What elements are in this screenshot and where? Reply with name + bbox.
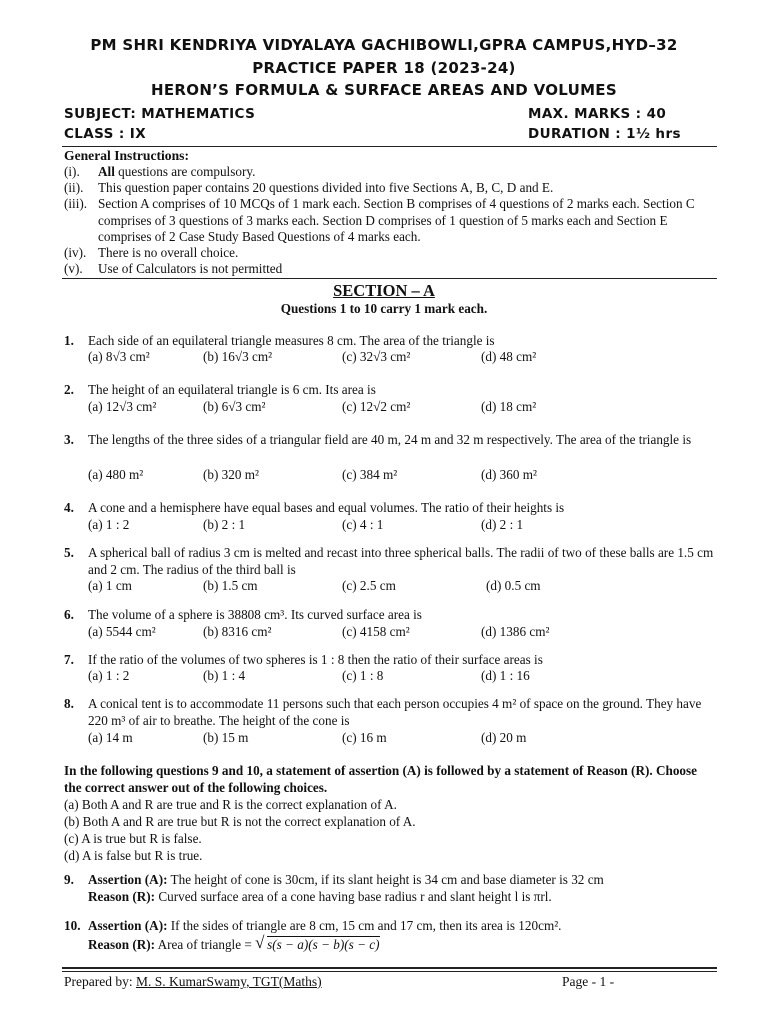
- option-a: (a) 1 : 2: [88, 668, 130, 683]
- assertion-statement: If the sides of triangle are 8 cm, 15 cm and 17 cm, then its area is 120cm².: [167, 918, 562, 933]
- question-number: 3.: [64, 432, 74, 447]
- question-number: 1.: [64, 333, 74, 348]
- question-item: [64, 918, 717, 958]
- question-text: The height of an equilateral triangle is 6 cm. Its area is: [88, 382, 376, 397]
- question-number: 2.: [64, 382, 74, 397]
- question-number: 5.: [64, 545, 74, 560]
- instruction-text: Section A comprises of 10 MCQs of 1 mark each. Section B comprises of 4 questions of 2 marks each. Section C comprises of 3 questions of 3 marks each. Section D comprises of 1 question of 5 marks each and Section E comprises of 2 Case Study Based Questions of 4 marks each.: [98, 196, 695, 244]
- option-d: (d) 2 : 1: [481, 517, 524, 532]
- paper-topic: HERON’S FORMULA & SURFACE AREAS AND VOLUMES: [151, 81, 617, 99]
- question-item: [64, 607, 717, 643]
- instruction-item: [64, 261, 717, 277]
- question-text: A conical tent is to accommodate 11 persons such that each person occupies 4 m² of space on the ground. They have 220 m³ of air to breathe. The height of the cone is: [88, 696, 702, 728]
- section-subtitle: Questions 1 to 10 carry 1 mark each.: [280, 301, 488, 316]
- option-c: (c) 2.5 cm: [342, 578, 396, 593]
- option-a: (a) 14 m: [88, 730, 133, 745]
- option-c: (c) 16 m: [342, 730, 387, 745]
- option-d: (d) 1386 cm²: [481, 624, 550, 639]
- question-item: [64, 652, 717, 688]
- heron-formula: [255, 933, 380, 954]
- square-root-icon: √: [255, 933, 265, 952]
- question-options: [88, 467, 717, 484]
- option-c: (c) 12√2 cm²: [342, 399, 411, 414]
- option-d: (d) 48 cm²: [481, 349, 537, 364]
- assertion-statement: The height of cone is 30cm, if its slant height is 34 cm and base diameter is 32 cm: [167, 872, 604, 887]
- option-a: (a) 480 m²: [88, 467, 144, 482]
- instruction-number: (v).: [64, 261, 83, 276]
- instruction-number: (iii).: [64, 196, 88, 211]
- option-b: (b) 2 : 1: [203, 517, 246, 532]
- instruction-text: Use of Calculators is not permitted: [98, 261, 283, 276]
- max-marks-label: MAX. MARKS : 40: [528, 106, 667, 122]
- option-a: (a) 1 : 2: [88, 517, 130, 532]
- question-text: The volume of a sphere is 38808 cm³. Its curved surface area is: [88, 607, 422, 622]
- page-number: Page - 1 -: [562, 974, 615, 989]
- instruction-item: [64, 196, 717, 246]
- assertion-text: [88, 918, 717, 935]
- option-b: (b) 15 m: [203, 730, 249, 745]
- question-options: [88, 349, 717, 366]
- reason-label: Reason (R):: [88, 937, 156, 952]
- option-a: (a) 8√3 cm²: [88, 349, 150, 364]
- question-item: [64, 696, 717, 748]
- instruction-emphasis: All: [98, 164, 115, 179]
- option-c: (c) 384 m²: [342, 467, 398, 482]
- question-number: 8.: [64, 696, 74, 711]
- question-options: [88, 668, 717, 685]
- instruction-text-rest: questions are compulsory.: [114, 164, 256, 179]
- question-text: A cone and a hemisphere have equal bases and equal volumes. The ratio of their heights is: [88, 500, 565, 515]
- reason-label: Reason (R):: [88, 889, 156, 904]
- question-item: [64, 545, 717, 597]
- assertion-label: Assertion (A):: [88, 918, 168, 933]
- question-number: 9.: [64, 872, 74, 887]
- assertion-reason-intro: In the following questions 9 and 10, a statement of assertion (A) is followed by a statement of Reason (R). Choose the correct answer out of the following choices.: [64, 763, 697, 795]
- question-text: Each side of an equilateral triangle measures 8 cm. The area of the triangle is: [88, 333, 495, 348]
- question-item: [64, 333, 717, 369]
- question-options: [88, 624, 717, 641]
- option-b: (b) 1 : 4: [203, 668, 246, 683]
- instruction-text: This question paper contains 20 questions divided into five Sections A, B, C, D and E.: [98, 180, 554, 195]
- option-b: (b) 1.5 cm: [203, 578, 258, 593]
- option-b: (b) 16√3 cm²: [203, 349, 273, 364]
- option-b: (b) 8316 cm²: [203, 624, 272, 639]
- author-name: M. S. KumarSwamy, TGT(Maths): [135, 974, 322, 989]
- heron-formula-radicand: s(s − a)(s − b)(s − c): [267, 937, 380, 952]
- question-number: 6.: [64, 607, 74, 622]
- option-c: (c) 4158 cm²: [342, 624, 410, 639]
- instruction-text: [98, 164, 717, 181]
- reason-statement: Area of triangle =: [155, 937, 256, 952]
- instructions-divider: [62, 278, 717, 279]
- question-options: [88, 517, 717, 534]
- instruction-number: (i).: [64, 164, 80, 179]
- question-number: 10.: [64, 918, 81, 933]
- option-d: (d) 20 m: [481, 730, 527, 745]
- reason-statement: Curved surface area of a cone having base radius r and slant height l is πrl.: [155, 889, 552, 904]
- ar-choice: (b) Both A and R are true but R is not the correct explanation of A.: [64, 814, 416, 829]
- ar-choice: (c) A is true but R is false.: [64, 831, 202, 846]
- option-d: (d) 1 : 16: [481, 668, 530, 683]
- question-text: If the ratio of the volumes of two spheres is 1 : 8 then the ratio of their surface areas is: [88, 652, 543, 667]
- instruction-item: [64, 164, 717, 180]
- option-b: (b) 320 m²: [203, 467, 259, 482]
- reason-text: [88, 889, 717, 906]
- question-options: [88, 578, 717, 595]
- instruction-item: [64, 245, 717, 261]
- instruction-number: (iv).: [64, 245, 87, 260]
- option-b: (b) 6√3 cm²: [203, 399, 266, 414]
- footer-divider-thin: [62, 971, 717, 972]
- duration-label: DURATION : 1½ hrs: [528, 126, 681, 142]
- option-a: (a) 1 cm: [88, 578, 132, 593]
- footer-divider: [62, 967, 717, 969]
- question-item: [64, 872, 717, 908]
- question-text: A spherical ball of radius 3 cm is melted and recast into three spherical balls. The radii of two of these balls are 1.5 cm and 2 cm. The radius of the third ball is: [88, 545, 714, 577]
- option-a: (a) 12√3 cm²: [88, 399, 157, 414]
- instruction-number: (ii).: [64, 180, 84, 195]
- option-c: (c) 4 : 1: [342, 517, 384, 532]
- option-c: (c) 1 : 8: [342, 668, 384, 683]
- prepared-by: [64, 974, 322, 990]
- reason-text: [88, 933, 717, 954]
- option-d: (d) 0.5 cm: [486, 578, 541, 593]
- option-d: (d) 18 cm²: [481, 399, 537, 414]
- question-text: The lengths of the three sides of a triangular field are 40 m, 24 m and 32 m respectively. The area of the triangle is: [88, 432, 692, 447]
- school-name: PM SHRI KENDRIYA VIDYALAYA GACHIBOWLI,GPRA CAMPUS,HYD–32: [90, 36, 678, 54]
- question-number: 7.: [64, 652, 74, 667]
- question-item: [64, 382, 717, 418]
- header-divider: [62, 146, 717, 147]
- question-number: 4.: [64, 500, 74, 515]
- assertion-label: Assertion (A):: [88, 872, 168, 887]
- question-item: [64, 500, 717, 536]
- ar-choice: (d) A is false but R is true.: [64, 848, 203, 863]
- prepared-by-label: Prepared by:: [64, 974, 136, 989]
- option-d: (d) 360 m²: [481, 467, 537, 482]
- ar-choice: (a) Both A and R are true and R is the correct explanation of A.: [64, 797, 397, 812]
- instruction-item: [64, 180, 717, 196]
- option-c: (c) 32√3 cm²: [342, 349, 411, 364]
- question-options: [88, 399, 717, 416]
- subject-label: SUBJECT: MATHEMATICS: [64, 106, 256, 122]
- instruction-text: There is no overall choice.: [98, 245, 239, 260]
- section-title: SECTION – A: [333, 281, 435, 300]
- assertion-text: [88, 872, 717, 889]
- class-label: CLASS : IX: [64, 126, 147, 142]
- instructions-title: General Instructions:: [64, 148, 189, 163]
- question-item: [64, 432, 717, 484]
- question-options: [88, 730, 717, 747]
- option-a: (a) 5544 cm²: [88, 624, 156, 639]
- paper-title: PRACTICE PAPER 18 (2023-24): [252, 59, 516, 77]
